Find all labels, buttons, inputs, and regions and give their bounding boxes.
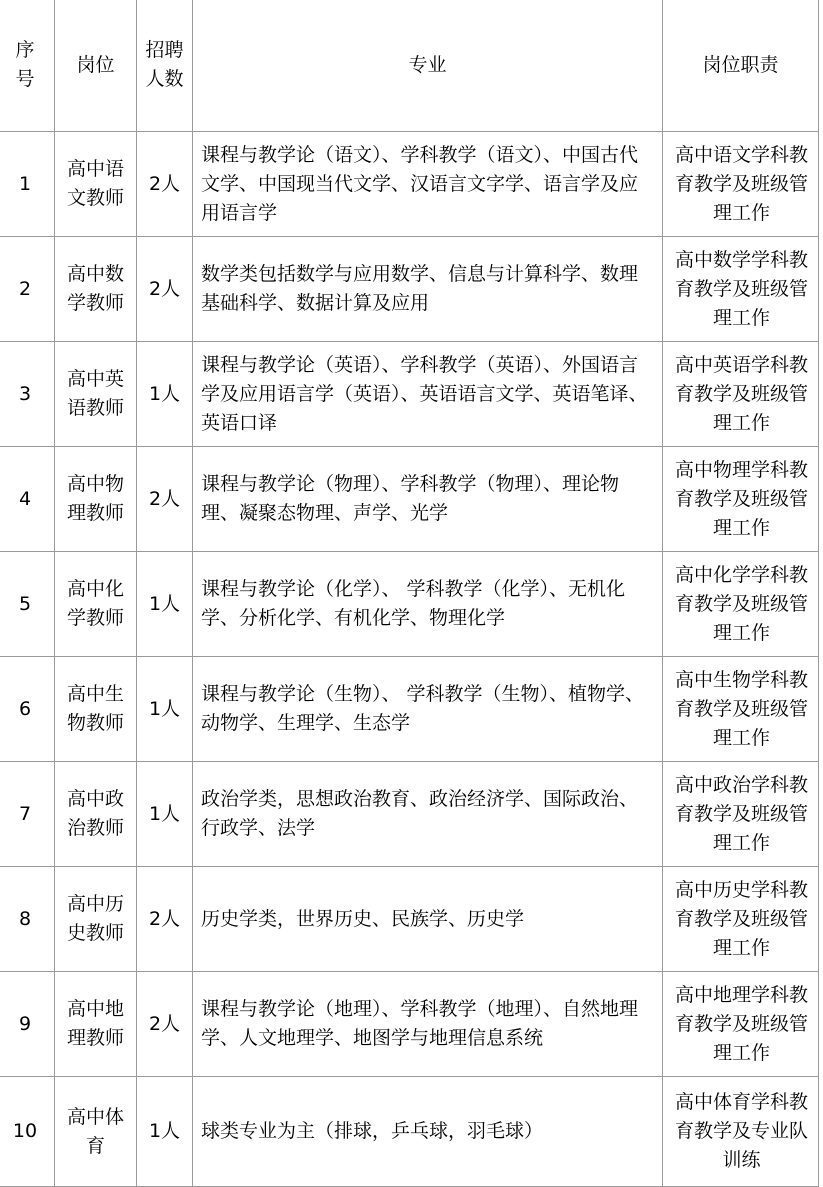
- table-row: [0, 867, 819, 972]
- row-duty: 高中物理学科教育教学及班级管理工作: [663, 447, 819, 552]
- row-duty: 高中体育学科教育教学及专业队训练: [663, 1077, 819, 1187]
- row-duty: 高中数学学科教育教学及班级管理工作: [663, 237, 819, 342]
- row-no: 9: [0, 972, 55, 1077]
- table-row: [0, 447, 819, 552]
- row-position: 高中历史教师: [55, 867, 137, 972]
- row-major: 球类专业为主（排球，乒乓球，羽毛球）: [193, 1077, 663, 1187]
- table-row: [0, 972, 819, 1077]
- row-position: 高中生物教师: [55, 657, 137, 762]
- row-major: 历史学类，世界历史、民族学、历史学: [193, 867, 663, 972]
- row-count: 1人: [137, 342, 193, 447]
- table-header-row: [0, 0, 819, 132]
- row-duty: 高中地理学科教育教学及班级管理工作: [663, 972, 819, 1077]
- table-row: [0, 237, 819, 342]
- row-duty: 高中语文学科教育教学及班级管理工作: [663, 132, 819, 237]
- table-row: [0, 657, 819, 762]
- row-major: 课程与教学论（英语）、学科教学（英语）、外国语言学及应用语言学（英语）、英语语言文学、英语笔译、英语口译: [193, 342, 663, 447]
- row-no: 1: [0, 132, 55, 237]
- row-count: 1人: [137, 762, 193, 867]
- row-duty: 高中历史学科教育教学及班级管理工作: [663, 867, 819, 972]
- row-position: 高中物理教师: [55, 447, 137, 552]
- row-position: 高中体育: [55, 1077, 137, 1187]
- row-position: 高中政治教师: [55, 762, 137, 867]
- row-no: 6: [0, 657, 55, 762]
- row-position: 高中英语教师: [55, 342, 137, 447]
- row-position: 高中数学教师: [55, 237, 137, 342]
- header-no: 序号: [0, 0, 55, 132]
- row-position: 高中语文教师: [55, 132, 137, 237]
- row-major: 课程与教学论（生物）、 学科教学（生物）、植物学、动物学、生理学、生态学: [193, 657, 663, 762]
- row-major: 课程与教学论（地理）、学科教学（地理）、自然地理学、人文地理学、地图学与地理信息系统: [193, 972, 663, 1077]
- table-row: [0, 762, 819, 867]
- header-duty: 岗位职责: [663, 0, 819, 132]
- row-major: 课程与教学论（物理）、学科教学（物理）、理论物理、凝聚态物理、声学、光学: [193, 447, 663, 552]
- row-no: 7: [0, 762, 55, 867]
- row-position: 高中地理教师: [55, 972, 137, 1077]
- table-row: [0, 132, 819, 237]
- header-major: 专业: [193, 0, 663, 132]
- table-row: [0, 342, 819, 447]
- row-count: 2人: [137, 237, 193, 342]
- row-duty: 高中生物学科教育教学及班级管理工作: [663, 657, 819, 762]
- header-position: 岗位: [55, 0, 137, 132]
- row-major: 课程与教学论（语文）、学科教学（语文）、中国古代文学、中国现当代文学、汉语言文字学、语言学及应用语言学: [193, 132, 663, 237]
- row-count: 2人: [137, 972, 193, 1077]
- row-count: 2人: [137, 867, 193, 972]
- row-count: 2人: [137, 447, 193, 552]
- row-major: 数学类包括数学与应用数学、信息与计算科学、数理基础科学、数据计算及应用: [193, 237, 663, 342]
- row-count: 1人: [137, 657, 193, 762]
- row-count: 2人: [137, 132, 193, 237]
- row-duty: 高中化学学科教育教学及班级管理工作: [663, 552, 819, 657]
- row-no: 8: [0, 867, 55, 972]
- row-count: 1人: [137, 552, 193, 657]
- row-no: 3: [0, 342, 55, 447]
- row-position: 高中化学教师: [55, 552, 137, 657]
- row-major: 课程与教学论（化学）、 学科教学（化学）、无机化学、分析化学、有机化学、物理化学: [193, 552, 663, 657]
- row-no: 5: [0, 552, 55, 657]
- header-count: 招聘人数: [137, 0, 193, 132]
- row-no: 10: [0, 1077, 55, 1187]
- row-duty: 高中政治学科教育教学及班级管理工作: [663, 762, 819, 867]
- row-major: 政治学类，思想政治教育、政治经济学、国际政治、行政学、法学: [193, 762, 663, 867]
- row-count: 1人: [137, 1077, 193, 1187]
- table-row: [0, 1077, 819, 1187]
- row-no: 4: [0, 447, 55, 552]
- table-row: [0, 552, 819, 657]
- row-no: 2: [0, 237, 55, 342]
- row-duty: 高中英语学科教育教学及班级管理工作: [663, 342, 819, 447]
